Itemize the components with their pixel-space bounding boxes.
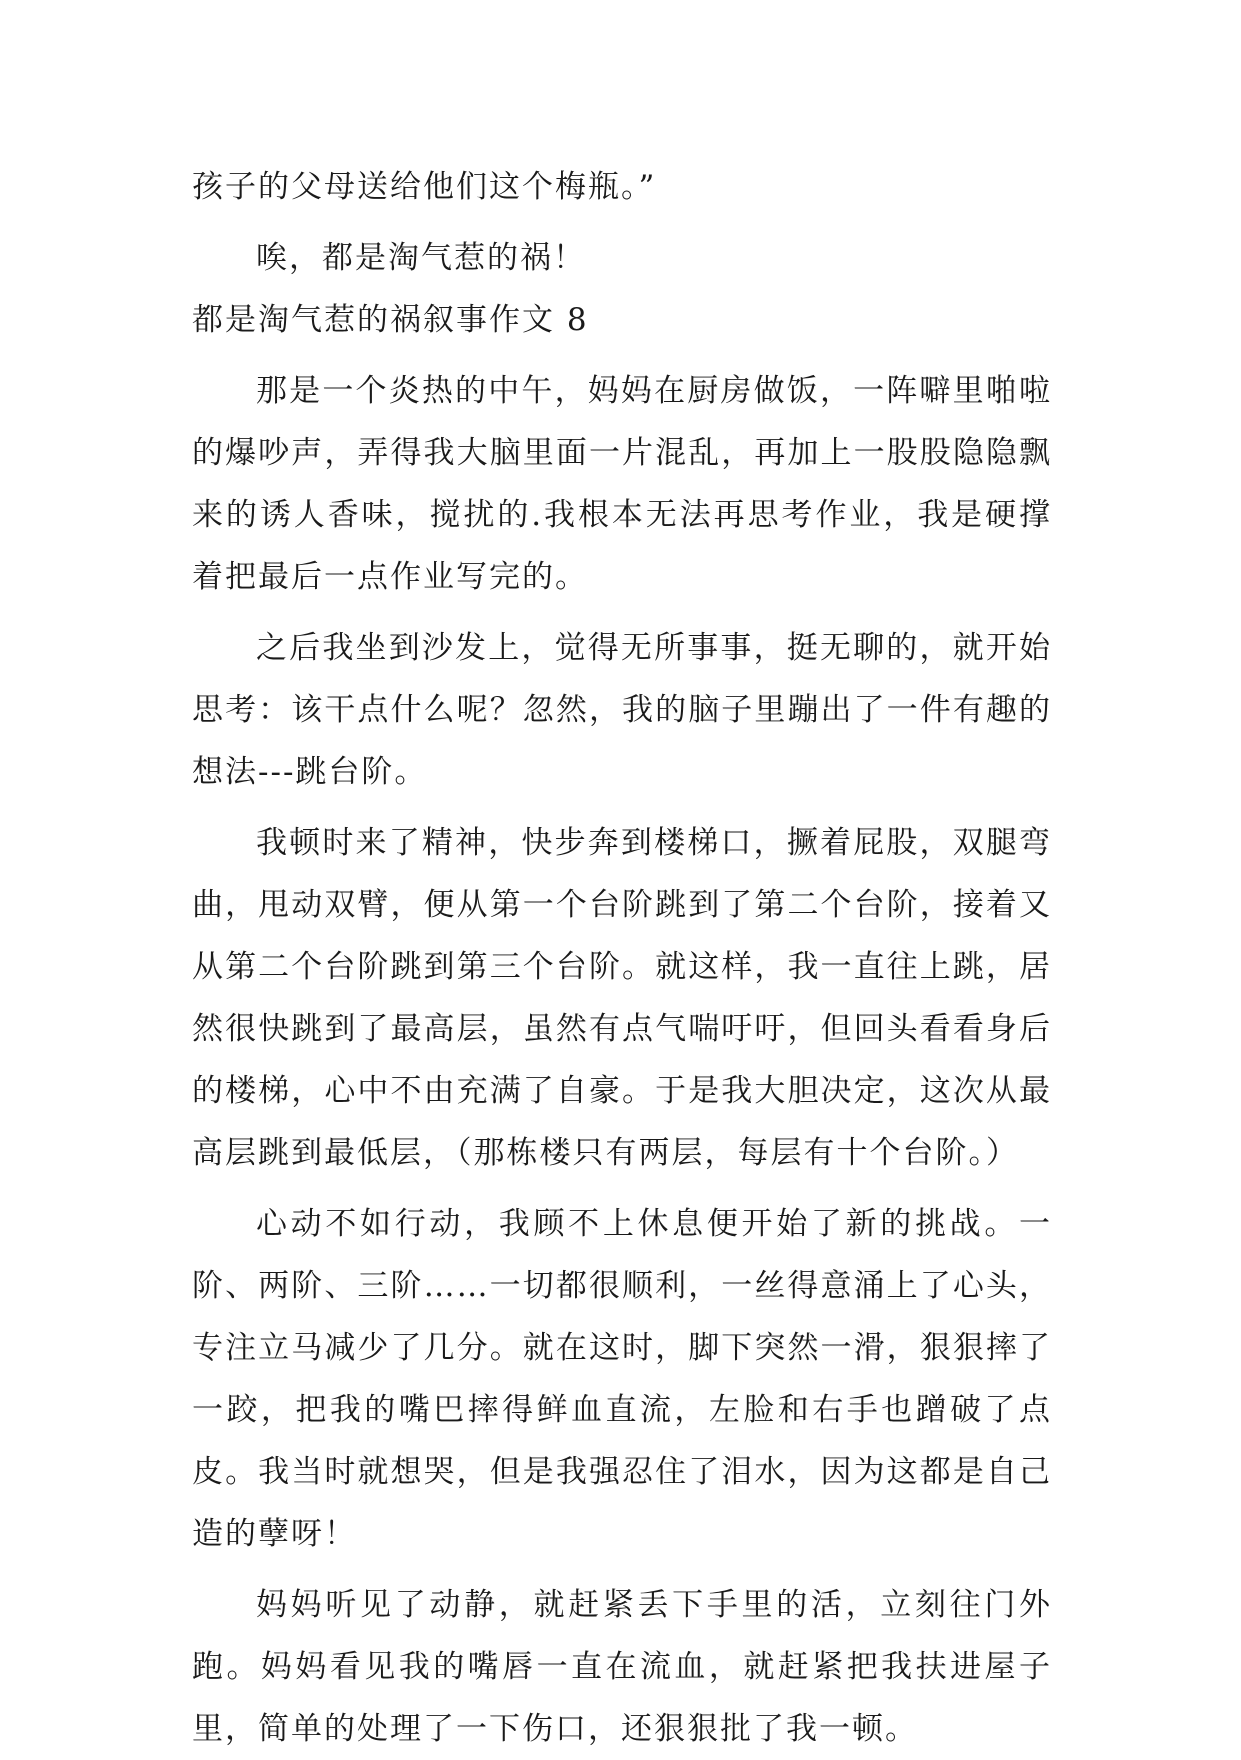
document-body bbox=[192, 156, 1052, 1760]
paragraph: 妈妈听见了动静，就赶紧丢下手里的活，立刻往门外跑。妈妈看见我的嘴唇一直在流血，就赶紧把我扶进屋子里，简单的处理了一下伤口，还狠狠批了我一顿。 bbox=[192, 1587, 1052, 1747]
paragraph: 心动不如行动，我顾不上休息便开始了新的挑战。一阶、两阶、三阶……一切都很顺利，一丝得意涌上了心头，专注立马减少了几分。就在这时，脚下突然一滑，狠狠摔了一跤，把我的嘴巴摔得鲜血直流，左脸和右手也蹭破了点皮。我当时就想哭，但是我强忍住了泪水，因为这都是自己造的孽呀！ bbox=[192, 1206, 1052, 1552]
paragraph: 之后我坐到沙发上，觉得无所事事，挺无聊的，就开始思考：该干点什么呢？忽然，我的脑子里蹦出了一件有趣的想法---跳台阶。 bbox=[192, 630, 1052, 790]
exclamation-paragraph: 唉，都是淘气惹的祸！ bbox=[256, 240, 586, 276]
paragraph: 我顿时来了精神，快步奔到楼梯口，撅着屁股，双腿弯曲，甩动双臂，便从第一个台阶跳到了第二个台阶，接着又从第二个台阶跳到第三个台阶。就这样，我一直往上跳，居然很快跳到了最高层，虽然有点气喘吁吁，但回头看看身后的楼梯，心中不由充满了自豪。于是我大胆决定，这次从最高层跳到最低层，（那栋楼只有两层，每层有十个台阶。） bbox=[192, 825, 1052, 1171]
continuation-text: 孩子的父母送给他们这个梅瓶。” bbox=[192, 169, 657, 205]
paragraph: 那是一个炎热的中午，妈妈在厨房做饭，一阵噼里啪啦的爆吵声，弄得我大脑里面一片混乱，再加上一股股隐隐飘来的诱人香味，搅扰的.我根本无法再思考作业，我是硬撑着把最后一点作业写完的。 bbox=[192, 373, 1052, 595]
section-title: 都是淘气惹的祸叙事作文 8 bbox=[192, 302, 589, 338]
